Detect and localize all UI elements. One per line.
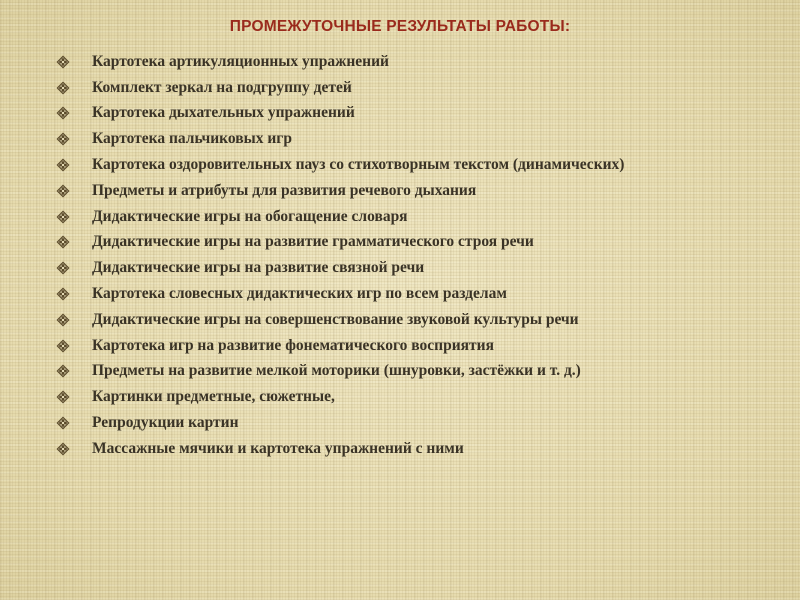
list-item-text: Картотека артикуляционных упражнений	[92, 52, 389, 70]
quatrefoil-diamond-icon	[56, 339, 70, 353]
list-item-text: Картинки предметные, сюжетные,	[92, 388, 335, 406]
list-item-text: Дидактические игры на обогащение словаря	[92, 207, 408, 225]
list-item-text: Картотека пальчиковых игр	[92, 130, 292, 148]
list-item	[56, 230, 624, 256]
list-item	[56, 75, 624, 101]
list-item-text: Картотека оздоровительных пауз со стихотворным текстом (динамических)	[92, 156, 625, 174]
list-item	[56, 255, 624, 281]
quatrefoil-diamond-icon	[56, 184, 70, 198]
quatrefoil-diamond-icon	[56, 442, 70, 456]
quatrefoil-diamond-icon	[56, 313, 70, 327]
quatrefoil-diamond-icon	[56, 364, 70, 378]
list-item-text: Предметы на развитие мелкой моторики (шнуровки, застёжки и т. д.)	[92, 362, 581, 380]
list-item	[56, 359, 624, 385]
list-item-text: Репродукции картин	[92, 414, 239, 432]
list-item-text: Дидактические игры на развитие грамматического строя речи	[92, 233, 534, 251]
list-item	[56, 49, 624, 75]
list-item-text: Комплект зеркал на подгруппу детей	[92, 78, 352, 96]
list-item	[56, 384, 624, 410]
list-item	[56, 281, 624, 307]
list-item-text: Картотека словесных дидактических игр по всем разделам	[92, 285, 507, 303]
quatrefoil-diamond-icon	[56, 287, 70, 301]
list-item	[56, 333, 624, 359]
quatrefoil-diamond-icon	[56, 132, 70, 146]
list-item-text: Предметы и атрибуты для развития речевого дыхания	[92, 181, 477, 199]
list-item-text: Картотека игр на развитие фонематического восприятия	[92, 336, 494, 354]
list-item-text: Дидактические игры на совершенствование звуковой культуры речи	[92, 310, 579, 328]
list-item	[56, 204, 624, 230]
list-item	[56, 307, 624, 333]
list-item	[56, 436, 624, 462]
list-item-text: Массажные мячики и картотека упражнений с ними	[92, 439, 464, 457]
quatrefoil-diamond-icon	[56, 106, 70, 120]
quatrefoil-diamond-icon	[56, 158, 70, 172]
quatrefoil-diamond-icon	[56, 416, 70, 430]
list-item	[56, 126, 624, 152]
list-item-text: Дидактические игры на развитие связной речи	[92, 259, 425, 277]
list-item	[56, 410, 624, 436]
results-list	[56, 49, 624, 462]
quatrefoil-diamond-icon	[56, 210, 70, 224]
quatrefoil-diamond-icon	[56, 390, 70, 404]
list-item-text: Картотека дыхательных упражнений	[92, 104, 355, 122]
list-item	[56, 101, 624, 127]
slide-title: ПРОМЕЖУТОЧНЫЕ РЕЗУЛЬТАТЫ РАБОТЫ:	[229, 18, 571, 35]
list-item	[56, 152, 624, 178]
quatrefoil-diamond-icon	[56, 235, 70, 249]
quatrefoil-diamond-icon	[56, 81, 70, 95]
quatrefoil-diamond-icon	[56, 55, 70, 69]
quatrefoil-diamond-icon	[56, 261, 70, 275]
list-item	[56, 178, 624, 204]
